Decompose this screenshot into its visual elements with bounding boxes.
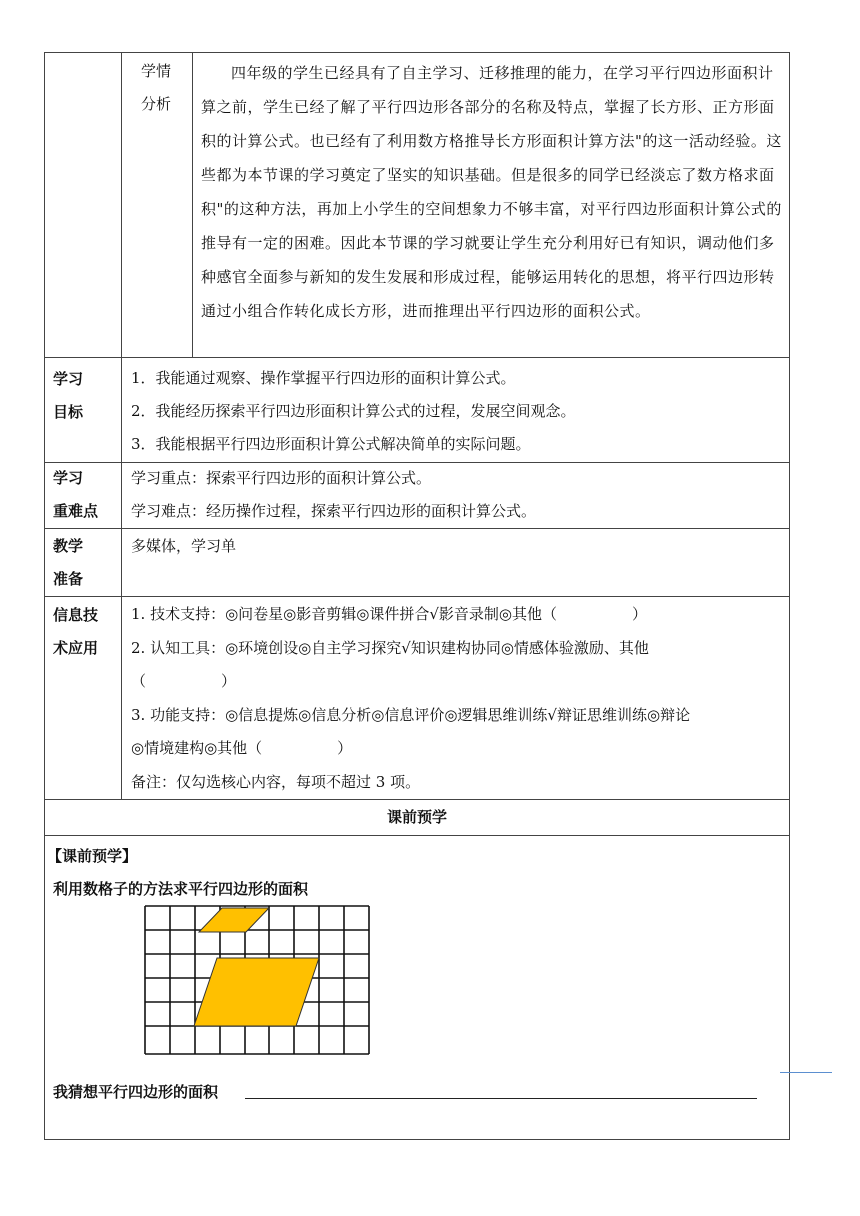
objectives-label-line-2: 目标 [53, 403, 84, 421]
difficulty-item: 学习难点：经历操作过程，探索平行四边形的面积计算公式。 [131, 502, 537, 520]
preparation-text: 多媒体，学习单 [131, 537, 237, 555]
situation-paragraph: 四年级的学生已经具有了自主学习、迁移推理的能力，在学习平行四边形面积计算之前，学生已经了解了平行四边形各部分的名称及特点，掌握了长方形、正方形面积的计算公式。也已经有了利用数方格推导长方形面积计算方法"的这一活动经验。这些都为本节课的学习奠定了坚实的知识基础。但是很多的同学已经淡忘了数方格求面积"的这种方法，再加上小学生的空间想象力不够丰富，对平行四边形面积计算公式的推导有一定的困难。因此本节课的学习就要让学生充分利用好已有知识，调动他们多种感官全面参与新知的发生发展和形成过程，能够运用转化的思想，将平行四边形转通过小组合作转化成长方形，进而推理出平行四边形的面积公式。 [201, 64, 782, 320]
it-note: 备注：仅勾选核心内容，每项不超过 3 项。 [131, 773, 421, 791]
guess-answer-blank[interactable] [245, 1098, 757, 1099]
large-parallelogram [194, 958, 319, 1026]
column-divider [192, 53, 193, 357]
situation-label-line-1: 学情 [141, 62, 172, 80]
objective-item: 3．我能根据平行四边形面积计算公式解决简单的实际问题。 [131, 435, 531, 453]
row-divider [45, 835, 789, 836]
situation-label-line-2: 分析 [141, 95, 172, 113]
it-line: 3. 功能支持：◎信息提炼◎信息分析◎信息评价◎逻辑思维训练√辩证思维训练◎辩论 [131, 706, 691, 724]
margin-mark [780, 1072, 832, 1073]
column-divider [121, 53, 122, 799]
it-line: 1. 技术支持：◎问卷星◎影音剪辑◎课件拼合√影音录制◎其他（ ） [131, 605, 647, 623]
key-points-label-line-2: 重难点 [53, 502, 99, 520]
guess-label: 我猜想平行四边形的面积 [53, 1083, 219, 1101]
key-points-label-line-1: 学习 [53, 469, 84, 487]
row-divider [45, 596, 789, 597]
objective-item: 1．我能通过观察、操作掌握平行四边形的面积计算公式。 [131, 369, 516, 387]
preparation-label-line-1: 教学 [53, 537, 84, 555]
it-label-line-1: 信息技 [53, 606, 99, 624]
it-line: 2. 认知工具：◎环境创设◎自主学习探究√知识建构协同◎情感体验激励、其他 [131, 639, 649, 657]
it-label-line-2: 术应用 [53, 639, 99, 657]
key-point-item: 学习重点：探索平行四边形的面积计算公式。 [131, 469, 432, 487]
objective-item: 2．我能经历探索平行四边形面积计算公式的过程，发展空间观念。 [131, 402, 576, 420]
small-parallelogram [199, 908, 269, 932]
objectives-label-line-1: 学习 [53, 370, 84, 388]
grid-figure [143, 903, 373, 1059]
preview-task: 利用数格子的方法求平行四边形的面积 [53, 880, 309, 898]
lesson-plan-table [44, 52, 790, 1140]
row-divider [45, 799, 789, 800]
it-line: ◎情境建构◎其他（ ） [131, 739, 353, 757]
row-divider [45, 357, 789, 358]
row-divider [45, 528, 789, 529]
section-title: 课前预学 [386, 808, 447, 826]
preview-heading: 【课前预学】 [47, 847, 138, 865]
it-line: （ ） [131, 672, 237, 690]
preparation-label-line-2: 准备 [53, 570, 84, 588]
